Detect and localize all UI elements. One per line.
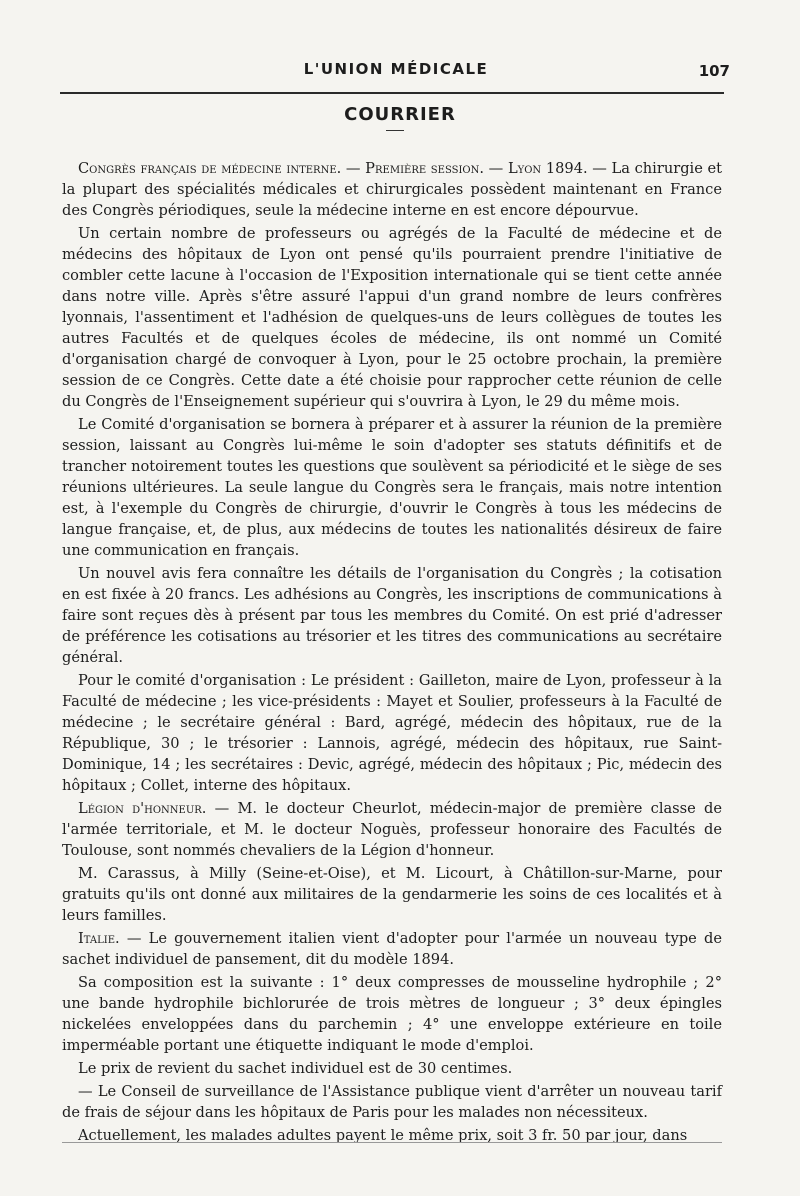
paragraph-legion: [62, 798, 722, 861]
paragraph-cotisation: Un nouvel avis fera connaître les détails de l'organisation du Congrès ; la cotisation en est fixée à 20 francs. Les adhésions au Congrès, les inscriptions de communications à faire sont reçues dès à présent par tous les membres du Comité. On est prié d'adresser de préférence les cotisations au trésorier et les titres des communications au secrétaire général.: [62, 565, 722, 666]
paragraph-lead: Italie.: [78, 930, 120, 947]
footer-rule: [62, 1142, 722, 1143]
paragraph-comite: Le Comité d'organisation se bornera à préparer et à assurer la réunion de la première session, laissant au Congrès lui-même le soin d'adopter ses statuts définitifs et de trancher notoirement toutes les questions que soulèvent sa périodicité et le siège de ses réunions ultérieures. La seule langue du Congrès sera le français, mais notre intention est, à l'exemple du Congrès de chirurgie, d'ouvrir le Congrès à tous les médecins de langue française, et, de plus, aux médecins de toutes les nationalités désireux de faire une communication en français.: [62, 416, 722, 559]
paragraph-lead: Congrès français de médecine interne. — Première session. — Lyon 1894.: [78, 160, 588, 177]
paragraph-professeurs: Un certain nombre de professeurs ou agrégés de la Faculté de médecine et de médecins des hôpitaux de Lyon ont pensé qu'ils pourraient prendre l'initiative de combler cette lacune à l'occasion de l'Exposition internationale qui se tient cette année dans notre ville. Après s'être assuré l'appui d'un grand nombre de leurs confrères lyonnais, l'assentiment et l'adhésion de quelques-uns de leurs collègues de toutes les autres Facultés et de quelques écoles de médecine, ils ont nommé un Comité d'organisation chargé de convoquer à Lyon, pour le 25 octobre prochain, la première session de ce Congrès. Cette date a été choisie pour rapprocher cette réunion de celle du Congrès de l'Enseignement supérieur qui s'ouvrira à Lyon, le 29 du même mois.: [62, 225, 722, 410]
paragraph-carassus: M. Carassus, à Milly (Seine-et-Oise), et M. Licourt, à Châtillon-sur-Marne, pour gratuits qu'ils ont donné aux militaires de la gendarmerie les soins de ces localités et à leurs familles.: [62, 865, 722, 924]
article-body: [62, 158, 722, 1146]
paragraph-prix: Le prix de revient du sachet individuel est de 30 centimes.: [78, 1060, 513, 1077]
paragraph-lead: Légion d'honneur.: [78, 800, 207, 817]
paragraph-text: — Le gouvernement italien vient d'adopter pour l'armée un nouveau type de sachet individuel de pansement, dit du modèle 1894.: [62, 930, 722, 968]
paragraph-italie: [62, 928, 722, 970]
paragraph-text: — La chirurgie et la plupart des spécialités médicales et chirurgicales possèdent maintenant en France des Congrès périodiques, seule la médecine interne en est encore dépourvue.: [62, 160, 722, 219]
page-number: 107: [698, 62, 730, 80]
paragraph-conseil: — Le Conseil de surveillance de l'Assistance publique vient d'arrêter un nouveau tarif de frais de séjour dans les hôpitaux de Paris pour les malades non nécessiteux.: [62, 1083, 722, 1121]
paragraph-composition: Sa composition est la suivante : 1° deux compresses de mousseline hydrophile ; 2° une bande hydrophile bichlorurée de trois mètres de longueur ; 3° deux épingles nickelées enveloppées dans du parchemin ; 4° une enveloppe extérieure en toile imperméable portant une étiquette indiquant le mode d'emploi.: [62, 974, 722, 1054]
header-rule: [60, 92, 724, 94]
paragraph-organisation: Pour le comité d'organisation : Le président : Gailleton, maire de Lyon, professeur à la Faculté de médecine ; les vice-présidents : Mayet et Soulier, professeurs à la Faculté de médecine ; le secrétaire général : Bard, agrégé, médecin des hôpitaux, rue de la République, 30 ; le trésorier : Lannois, agrégé, médecin des hôpitaux, rue Saint-Dominique, 14 ; les secrétaires : Devic, agrégé, médecin des hôpitaux ; Pic, médecin des hôpitaux ; Collet, interne des hôpitaux.: [62, 672, 722, 794]
paragraph-congres: [62, 158, 722, 221]
paragraph-actuellement: Actuellement, les malades adultes payent le même prix, soit 3 fr. 50 par jour, dans: [78, 1127, 688, 1144]
title-dash: [386, 130, 404, 131]
paragraph-text: — M. le docteur Cheurlot, médecin-major de première classe de l'armée territoriale, et M. le docteur Noguès, professeur honoraire des Facultés de Toulouse, sont nommés chevaliers de la Légion d'honneur.: [62, 800, 722, 859]
page-header: [62, 58, 730, 88]
section-title: COURRIER: [344, 104, 456, 125]
journal-title: L'UNION MÉDICALE: [303, 60, 489, 78]
